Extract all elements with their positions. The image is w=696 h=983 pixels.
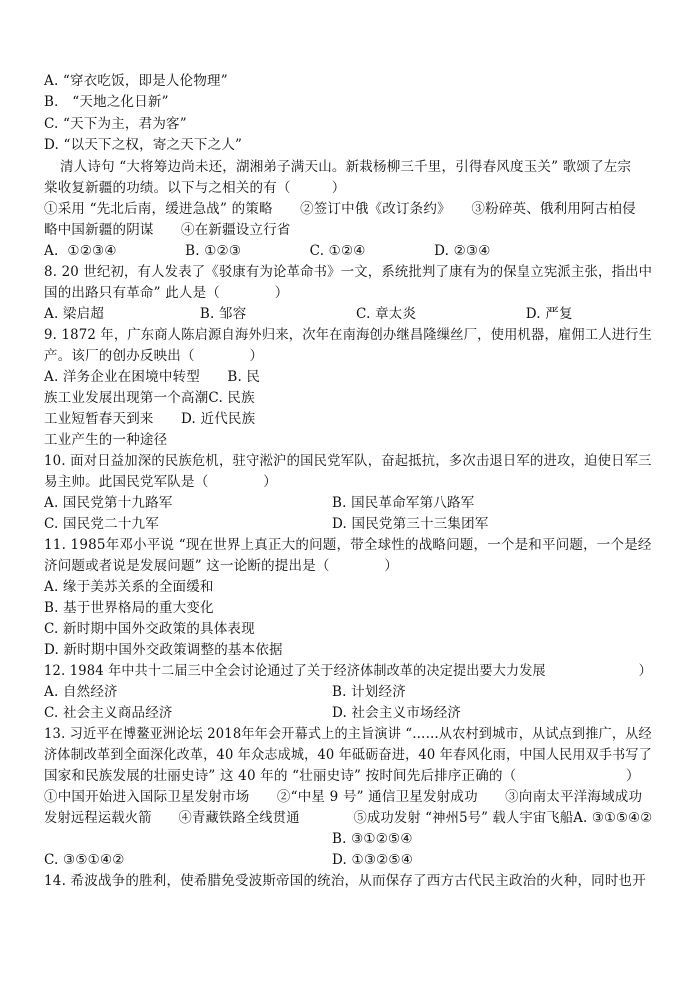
q7-options: A. ①②③④ B. ①②③ C. ①②④ D. ②③④	[44, 243, 491, 259]
q14-stem-line1: 14. 希波战争的胜利，使希腊免受波斯帝国的统治，从而保存了西方古代民主政治的火种，同时也开	[44, 873, 646, 889]
q11-option-d: D. 新时期中国外交政策调整的基本依据	[44, 642, 283, 658]
q11-stem-line2: 济问题或者说是发展问题” 这一论断的提出是（ ）	[44, 558, 399, 574]
q7-stem-line2: 棠收复新疆的功绩。以下与之相关的有（ ）	[44, 180, 346, 196]
q9-options-line1: A. 洋务企业在困境中转型 B. 民	[44, 369, 261, 385]
q12-stem: 12. 1984 年中共十二届三中全会讨论通过了关于经济体制改革的决定提出要大力发展 ）	[44, 663, 652, 679]
q8-stem-line1: 8. 20 世纪初，有人发表了《驳康有为论革命书》一文，系统批判了康有为的保皇立宪派主张，指出中	[44, 264, 653, 280]
q11-option-a: A. 缘于美苏关系的全面缓和	[44, 579, 214, 595]
q13-stem-line1: 13. 习近平在博鳌亚洲论坛 2018年年会开幕式上的主旨演讲 “……从农村到城市，从试点到推广，从经	[44, 726, 652, 742]
q10-stem-line2: 易主帅。此国民党军队是（ ）	[44, 474, 277, 490]
q10-stem-line1: 10. 面对日益加深的民族危机，驻守淞沪的国民党军队，奋起抵抗，多次击退日军的进攻，迫使日军三	[44, 453, 652, 469]
q6-option-a: A. “穿衣吃饭，即是人伦物理”	[44, 73, 228, 89]
q13-option-d: D. ①③②⑤④	[332, 852, 414, 868]
q7-items-line2: 略中国新疆的阴谋 ④在新疆设立行省	[44, 222, 291, 238]
q9-stem-line2: 产。该厂的创办反映出（ ）	[44, 348, 264, 364]
q13-option-c: C. ③⑤①④②	[44, 852, 125, 868]
q12-option-c: C. 社会主义商品经济	[44, 705, 173, 721]
q6-option-d: D. “以天下之权，寄之天下之人”	[44, 137, 243, 153]
q7-stem-line1: 清人诗句 “大将筹边尚未还，湖湘弟子满天山。新栽杨柳三千里，引得春风度玉关” 歌颂了左宗	[60, 159, 632, 175]
q11-option-c: C. 新时期中国外交政策的具体表现	[44, 621, 255, 637]
q12-option-a: A. 自然经济	[44, 684, 118, 700]
q8-stem-line2: 国的出路只有革命” 此人是（ ）	[44, 285, 289, 301]
q10-option-a: A. 国民党第十九路军	[44, 495, 173, 511]
q7-items-line1: ①采用 “先北后南，缓进急战” 的策略 ②签订中俄《改订条约》 ③粉碎英、俄利用阿古柏侵	[44, 201, 636, 217]
q13-stem-line3: 国家和民族发展的壮丽史诗” 这 40 年的 “壮丽史诗” 按时间先后排序正确的（ ）	[44, 768, 640, 784]
q13-stem-line2: 济体制改革到全面深化改革，40 年众志成城，40 年砥砺奋进，40 年春风化雨，中国人民用双手书写了	[44, 747, 652, 763]
q6-option-b: B． “天地之化日新”	[44, 94, 169, 110]
q12-option-d: D. 社会主义市场经济	[332, 705, 462, 721]
q13-option-b: B. ③①②⑤④	[332, 831, 413, 847]
q11-stem-line1: 11. 1985年邓小平说 “现在世界上真正大的问题，带全球性的战略问题，一个是和平问题，一个是经	[44, 537, 652, 553]
q6-option-c: C. “天下为主，君为客”	[44, 116, 187, 132]
q10-option-d: D. 国民党第三十三集团军	[332, 516, 489, 532]
q9-options-line2: 族工业发展出现第一个高潮C. 民族	[44, 390, 255, 406]
q10-option-c: C. 国民党二十九军	[44, 516, 159, 532]
q9-stem-line1: 9. 1872 年，广东商人陈启源自海外归来，次年在南海创办继昌隆缫丝厂，使用机器，雇佣工人进行生	[44, 327, 653, 343]
q13-items-line2: 发射远程运载火箭 ④青藏铁路全线贯通 ⑤成功发射 “神州5号” 载人宇宙飞船A. ③①⑤④②	[44, 810, 653, 826]
q13-items-line1: ①中国开始进入国际卫星发射市场 ②“中星 9 号” 通信卫星发射成功 ③向南太平洋海域成功	[44, 789, 643, 805]
q9-options-line3: 工业短暂春天到来 D. 近代民族	[44, 411, 256, 427]
q8-options: A. 梁启超 B. 邹容 C. 章太炎 D. 严复	[44, 306, 573, 322]
q12-option-b: B. 计划经济	[332, 684, 406, 700]
q10-option-b: B. 国民革命军第八路军	[332, 495, 475, 511]
q9-options-line4: 工业产生的一种途径	[44, 432, 168, 448]
q11-option-b: B. 基于世界格局的重大变化	[44, 600, 214, 616]
